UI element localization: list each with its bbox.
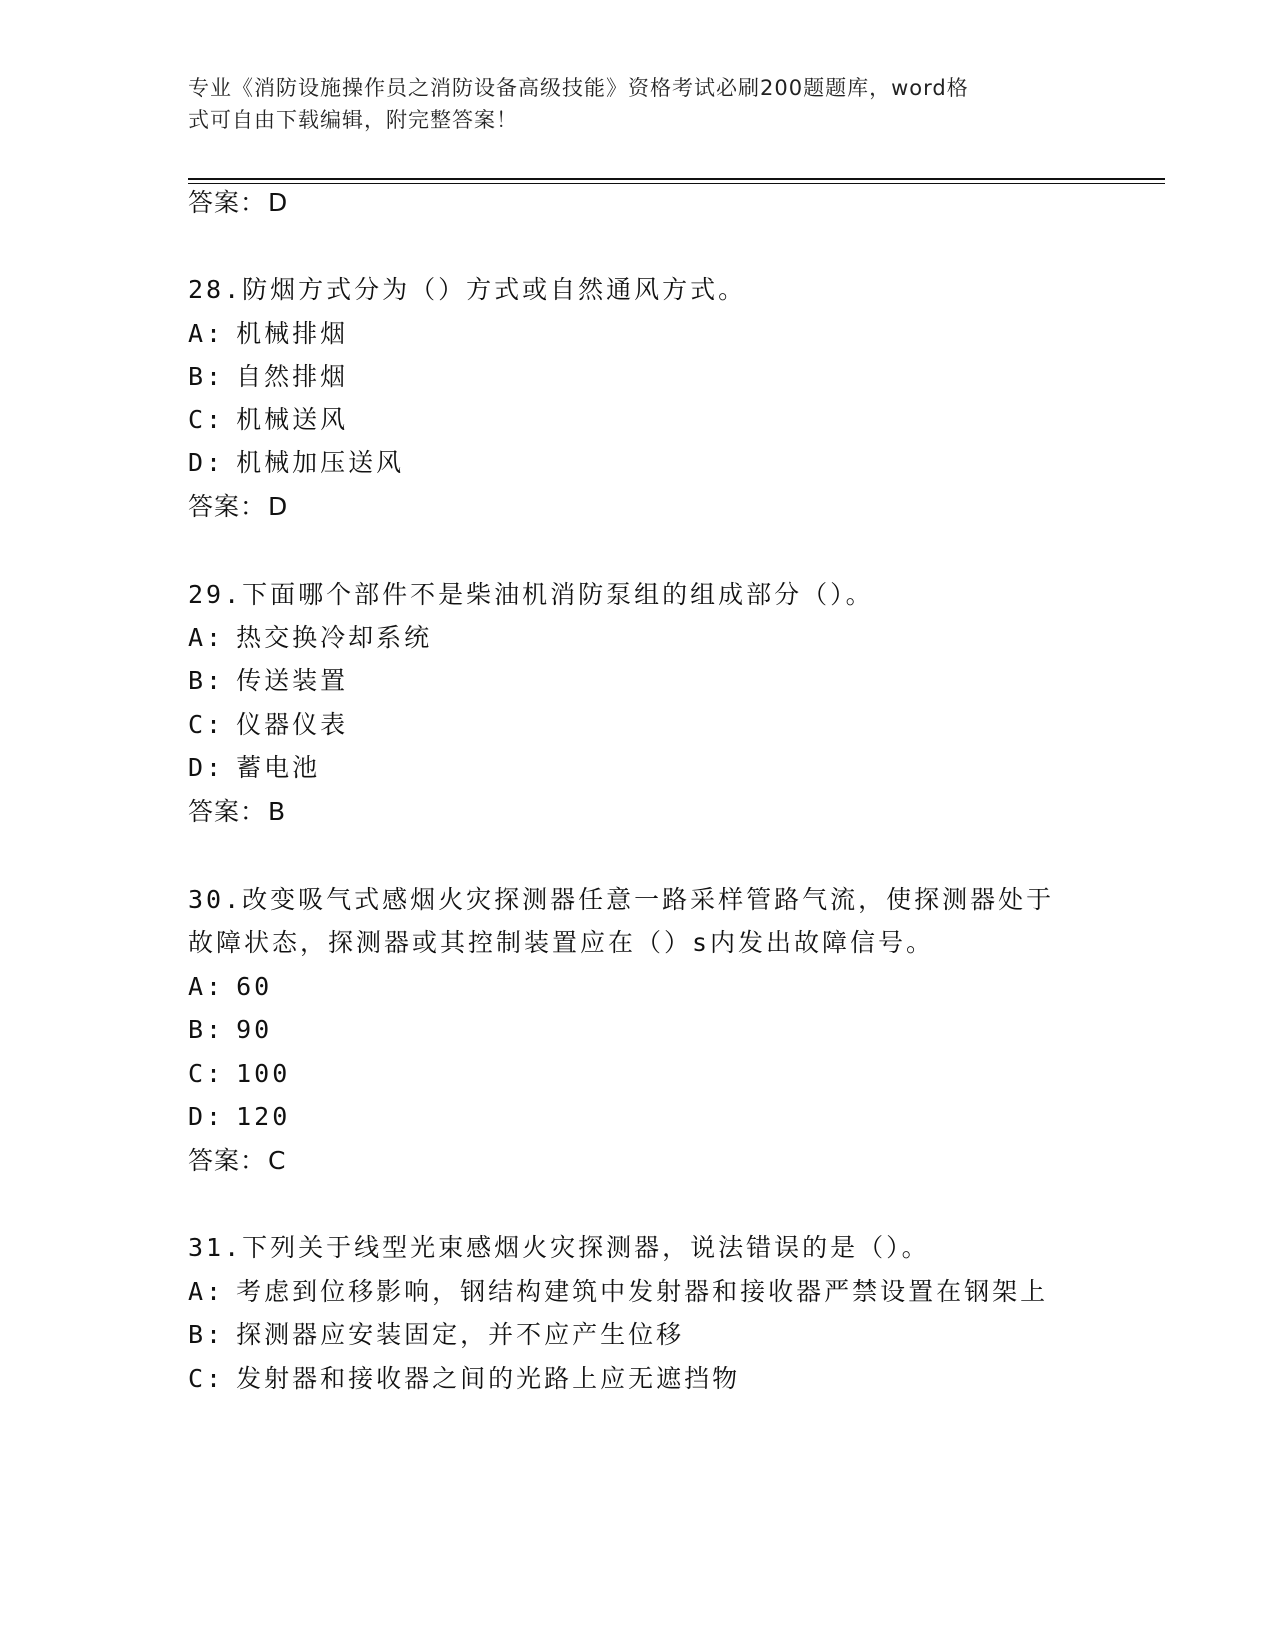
question-stem-29: 29.下面哪个部件不是柴油机消防泵组的组成部分（）。 — [188, 580, 874, 609]
option-29-a — [188, 621, 432, 655]
answer-line-29 — [188, 795, 286, 829]
document-header — [188, 72, 1088, 136]
answer-label: 答案： — [188, 797, 267, 826]
option-28-a — [188, 317, 348, 351]
option-letter: A: — [188, 1277, 225, 1306]
option-text: 探测器应安装固定，并不应产生位移 — [236, 1320, 685, 1349]
question-stem-31: 31.下列关于线型光束感烟火灾探测器，说法错误的是（）。 — [188, 1233, 930, 1262]
option-letter: A: — [188, 972, 225, 1001]
option-31-c — [188, 1362, 740, 1396]
option-28-b — [188, 360, 348, 394]
option-text: 仪器仪表 — [236, 710, 349, 739]
option-text: 机械加压送风 — [236, 448, 405, 477]
option-30-d — [188, 1100, 290, 1134]
option-letter: B: — [188, 1320, 225, 1349]
answer-value: D — [268, 492, 289, 521]
answer-line-30 — [188, 1144, 286, 1178]
option-letter: C: — [188, 710, 225, 739]
option-29-d — [188, 751, 320, 785]
option-30-c — [188, 1057, 290, 1091]
header-line-2: 式可自由下载编辑，附完整答案！ — [188, 108, 518, 132]
answer-value: D — [268, 188, 289, 217]
answer-label: 答案： — [188, 492, 267, 521]
option-text: 考虑到位移影响，钢结构建筑中发射器和接收器严禁设置在钢架上 — [236, 1277, 1049, 1306]
answer-value: B — [268, 797, 287, 826]
option-text: 机械排烟 — [236, 319, 349, 348]
header-rule-thick — [188, 178, 1165, 180]
option-text: 90 — [236, 1015, 273, 1044]
option-letter: D: — [188, 448, 225, 477]
option-31-b — [188, 1318, 684, 1352]
option-letter: B: — [188, 1015, 225, 1044]
header-line-1: 专业《消防设施操作员之消防设备高级技能》资格考试必刷200题题库，word格 — [188, 76, 969, 100]
option-letter: D: — [188, 1102, 225, 1131]
header-rule-thin — [188, 183, 1165, 184]
question-stem-28: 28.防烟方式分为（）方式或自然通风方式。 — [188, 275, 747, 304]
answer-value: C — [268, 1146, 287, 1175]
option-text: 机械送风 — [236, 405, 349, 434]
option-letter: C: — [188, 1059, 225, 1088]
option-letter: B: — [188, 666, 225, 695]
answer-line-28 — [188, 490, 288, 524]
option-text: 发射器和接收器之间的光路上应无遮挡物 — [236, 1364, 741, 1393]
option-30-a — [188, 970, 272, 1004]
option-31-a — [188, 1275, 1048, 1309]
question-stem-30-line-2: 故障状态，探测器或其控制装置应在（）s内发出故障信号。 — [188, 928, 935, 957]
option-text: 60 — [236, 972, 273, 1001]
option-29-b — [188, 664, 348, 698]
option-28-c — [188, 403, 348, 437]
option-letter: B: — [188, 362, 225, 391]
option-letter: A: — [188, 623, 225, 652]
option-text: 传送装置 — [236, 666, 349, 695]
option-text: 100 — [236, 1059, 291, 1088]
option-text: 热交换冷却系统 — [236, 623, 433, 652]
option-30-b — [188, 1013, 272, 1047]
question-stem-30-line-1: 30.改变吸气式感烟火灾探测器任意一路采样管路气流，使探测器处于 — [188, 885, 1055, 914]
option-letter: C: — [188, 405, 225, 434]
answer-label: 答案： — [188, 1146, 267, 1175]
option-28-d — [188, 446, 404, 480]
option-text: 自然排烟 — [236, 362, 349, 391]
option-letter: A: — [188, 319, 225, 348]
option-letter: C: — [188, 1364, 225, 1393]
option-29-c — [188, 708, 348, 742]
option-text: 120 — [236, 1102, 291, 1131]
option-text: 蓄电池 — [236, 753, 321, 782]
option-letter: D: — [188, 753, 225, 782]
answer-label: 答案： — [188, 188, 267, 217]
answer-line-27 — [188, 186, 288, 220]
